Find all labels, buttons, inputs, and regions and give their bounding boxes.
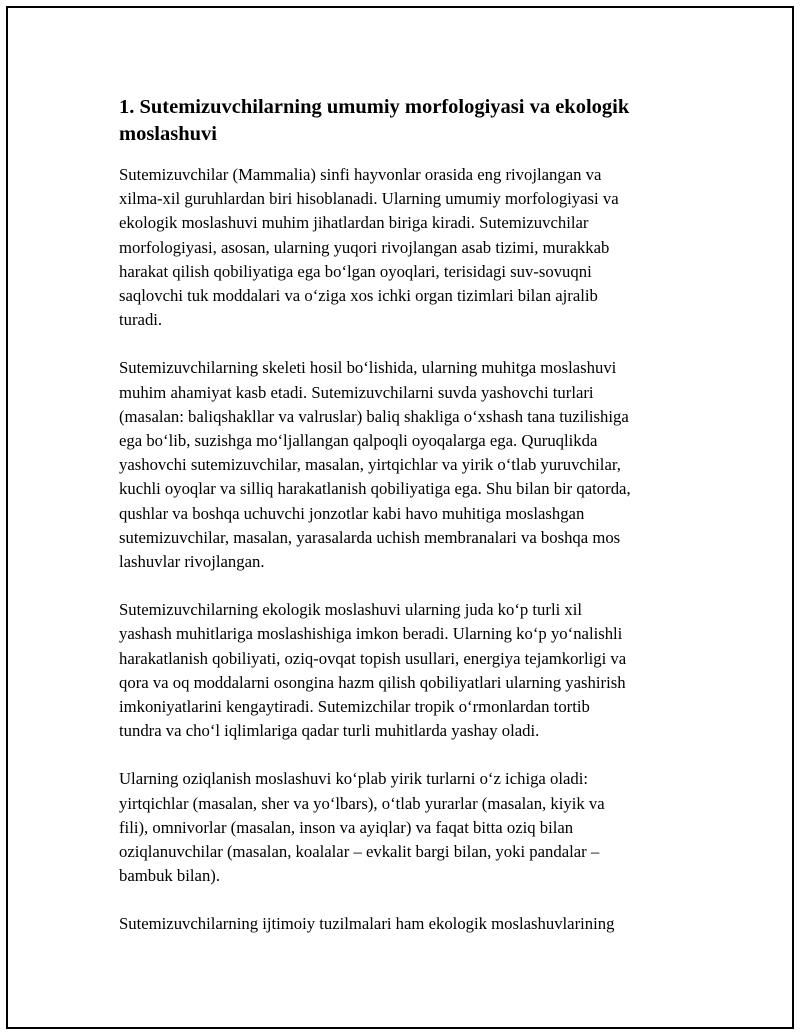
- paragraph-4: Ularning oziqlanish moslashuvi ko‘plab yirik turlarni o‘z ichiga oladi: yirtqichlar (masalan, sher va yo‘lbars), o‘tlab yurarlar (masalan, kiyik va fili), omnivorlar (masalan, inson va ayiqlar) va faqat bitta oziq bilan oziqlanuvchilar (masalan, koalalar – evkalit bargi bilan, yoki pandalar – bambuk bilan).: [119, 769, 605, 886]
- document-body: [119, 94, 679, 961]
- page-frame: [6, 6, 794, 1029]
- section-heading: 1. Sutemizuvchilarning umumiy morfologiyasi va ekologik moslashuvi: [119, 96, 630, 145]
- paragraph-3: Sutemizuvchilarning ekologik moslashuvi ularning juda ko‘p turli xil yashash muhitlariga moslashishiga imkon beradi. Ularning ko‘p yo‘nalishli harakatlanish qobiliyati, oziq-ovqat topish usullari, energiya tejamkorligi va qora va oq moddalarni osongina hazm qilish qobiliyatlari ularning yashirish imkoniyatlarini kengaytiradi. Sutemizchilar tropik o‘rmonlardan tortib tundra va cho‘l iqlimlariga qadar turli muhitlarda yashay oladi.: [119, 600, 627, 741]
- paragraph-2: Sutemizuvchilarning skeleti hosil bo‘lishida, ularning muhitga moslashuvi muhim ahamiyat kasb etadi. Sutemizuvchilarni suvda yashovchi turlari (masalan: baliqshakllar va valruslar) baliq shakliga o‘xshash tana tuzilishiga ega bo‘lib, suzishga mo‘ljallangan qalpoqli oyoqalarga ega. Quruqlikda yashovchi sutemizuvchilar, masalan, yirtqichlar va yirik o‘tlab yuruvchilar, kuchli oyoqlar va silliq harakatlanish qobiliyatiga ega. Shu bilan bir qatorda, qushlar va boshqa uchuvchi jonzotlar kabi havo muhitiga moslashgan sutemizuvchilar, masalan, yarasalarda uchish membranalari va boshqa mos lashuvlar rivojlangan.: [119, 358, 631, 572]
- paragraph-5: Sutemizuvchilarning ijtimoiy tuzilmalari ham ekologik moslashuvlarining: [119, 914, 615, 934]
- paragraph-1: Sutemizuvchilar (Mammalia) sinfi hayvonlar orasida eng rivojlangan va xilma-xil guruhlardan biri hisoblanadi. Ularning umumiy morfologiyasi va ekologik moslashuvi muhim jihatlardan biriga kiradi. Sutemizuvchilar morfologiyasi, asosan, ularning yuqori rivojlangan asab tizimi, murakkab harakat qilish qobiliyatiga ega bo‘lgan oyoqlari, terisidagi suv-sovuqni saqlovchi tuk moddalari va o‘ziga xos ichki organ tizimlari bilan ajralib turadi.: [119, 165, 619, 330]
